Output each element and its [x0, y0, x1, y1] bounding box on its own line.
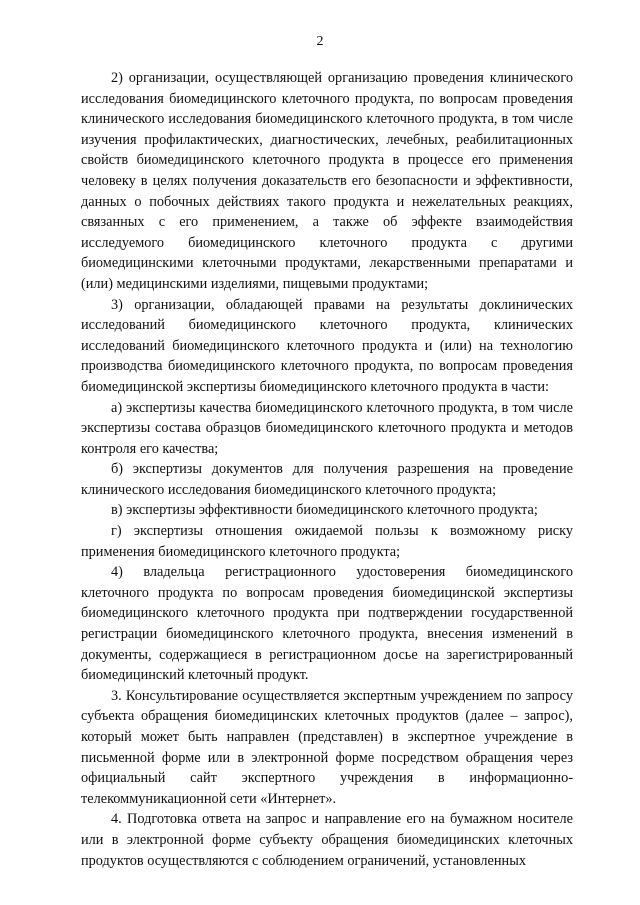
paragraph-item-2-organization-clinical: 2) организации, осуществляющей организацию проведения клинического исследования биомедицинского клеточного продукта, по вопросам проведения клинического исследования биомедицинского клеточного продукта, в том числе изучения профилактических, диагностических, лечебных, реабилитационных свойств биомедицинского клеточного продукта в процессе его применения человеку в целях получения доказательств его безопасности и эффективности, данных о побочных действиях такого продукта и нежелательных реакциях, связанных с его применением, а также об эффекте взаимодействия исследуемого биомедицинского клеточного продукта с другими биомедицинскими клеточными продуктами, лекарственными препаратами и (или) медицинскими изделиями, пищевыми продуктами; [81, 70, 573, 292]
paragraph-clause-4-response: 4. Подготовка ответа на запрос и направление его на бумажном носителе или в электронной форме субъекту обращения биомедицинских клеточных продуктов осуществляются с соблюдением ограничений, установленных [81, 811, 573, 869]
paragraph-clause-3-consulting: 3. Консультирование осуществляется экспертным учреждением по запросу субъекта обращения биомедицинских клеточных продуктов (далее – запрос), который может быть направлен (представлен) в экспертное учреждение в письменной форме или в электронной форме посредством обращения через официальный сайт экспертного учреждения в информационно-телекоммуникационной сети «Интернет». [81, 687, 573, 807]
paragraph-subitem-g-benefit-risk: г) экспертизы отношения ожидаемой пользы к возможному риску применения биомедицинского клеточного продукта; [81, 523, 573, 560]
document-body [81, 68, 573, 871]
page-number: 2 [316, 34, 324, 49]
paragraph-subitem-a-quality: а) экспертизы качества биомедицинского клеточного продукта, в том числе экспертизы состава образцов биомедицинского клеточного продукта и методов контроля его качества; [81, 399, 573, 457]
paragraph-item-3-rights-holder: 3) организации, обладающей правами на результаты доклинических исследований биомедицинского клеточного продукта, клинических исследований биомедицинского клеточного продукта и (или) на технологию производства биомедицинского клеточного продукта, по вопросам проведения биомедицинской экспертизы биомедицинского клеточного продукта в части: [81, 296, 573, 395]
paragraph-subitem-v-efficacy: в) экспертизы эффективности биомедицинского клеточного продукта; [111, 502, 538, 519]
paragraph-subitem-b-documents: б) экспертизы документов для получения разрешения на проведение клинического исследования биомедицинского клеточного продукта; [81, 461, 573, 498]
paragraph-item-4-certificate-holder: 4) владельца регистрационного удостоверения биомедицинского клеточного продукта по вопросам проведения биомедицинской экспертизы биомедицинского клеточного продукта при подтверждении государственной регистрации биомедицинского клеточного продукта, внесения изменений в документы, содержащиеся в регистрационном досье на зарегистрированный биомедицинский клеточный продукт. [81, 564, 573, 684]
